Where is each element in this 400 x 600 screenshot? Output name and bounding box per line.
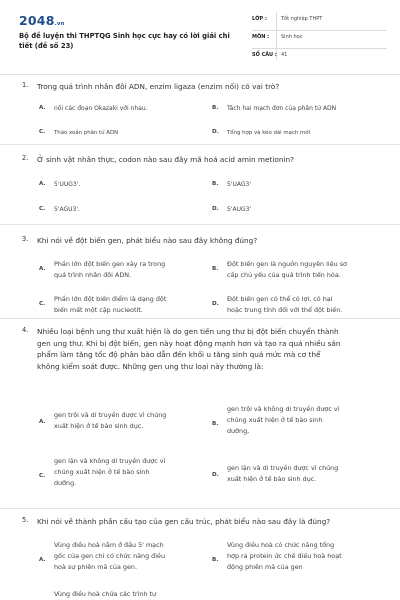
question-text: Trong quá trình nhân đôi ADN, enzim ligaza (enzim nối) có vai trò? (37, 82, 280, 91)
meta-value: 41 (281, 52, 288, 58)
option-text: Tổng hợp và kéo dài mạch mới (227, 130, 311, 136)
option-letter: A. (39, 419, 46, 425)
question-line: phẩm làm tăng tốc độ phân bào dẫn đến khối u tăng sinh quá mức mà cơ thể (37, 350, 321, 359)
question-text: Khi nói về thành phần cấu tạo của gen cấu trúc, phát biểu nào sau đây là đúng? (37, 517, 331, 526)
option-line: gen trội và di truyền được vì chúng (54, 411, 167, 419)
option-text (54, 540, 209, 573)
option-text (54, 589, 209, 600)
logo-main: 2048 (19, 13, 55, 28)
option-line: Vùng điều hoà chứa các trình tự (54, 590, 157, 598)
question-divider (0, 224, 400, 225)
option-line: quá trình nhân đôi ADN. (54, 271, 132, 279)
option-letter: A. (39, 557, 46, 563)
option-letter: C. (39, 473, 46, 479)
option-text (54, 410, 204, 432)
exam-meta (252, 13, 387, 66)
option-line: dưỡng. (54, 479, 77, 487)
option-line: biến mất một cặp nucleotit. (54, 306, 143, 314)
meta-value: Sinh học (281, 34, 303, 40)
question-text (37, 326, 382, 372)
option-text (227, 404, 397, 437)
option-text: 5'UAG3' (227, 181, 251, 188)
option-letter: D. (212, 301, 219, 307)
option-line: dưỡng, (227, 427, 250, 435)
option-line: Đột biến gen là nguồn nguyên liệu sơ (227, 260, 347, 268)
option-line: xuất hiện ở tế bào sinh dục. (54, 422, 144, 430)
question-line: gen ung thư. Khi bị đột biến, gen này hoạt động mạnh hơn và tạo ra quá nhiều sản (37, 338, 341, 348)
meta-label: SỐ CÂU : (252, 52, 277, 58)
option-text: Tháo xoắn phân tử ADN (54, 130, 119, 136)
option-text (227, 259, 397, 281)
meta-label: MÔN : (252, 34, 270, 40)
question-text: Khi nói về đột biến gen, phát biểu nào sau đây không đúng? (37, 236, 258, 245)
option-line: hợp ra protein ức chế điều hoà hoạt (227, 552, 342, 560)
option-text (227, 463, 397, 485)
header-rule (0, 74, 400, 75)
option-letter: A. (39, 105, 46, 111)
question-line: Nhiều loại bệnh ung thư xuất hiện là do gen tiền ung thư bị đột biến chuyển thành (37, 327, 339, 336)
meta-row-count (252, 49, 387, 66)
option-text: nối các đoạn Okazaki với nhau. (54, 105, 148, 112)
option-line: chúng xuất hiện ở tế bào sinh (54, 468, 150, 476)
option-line: Vùng điều hoà nằm ở đầu 5' mạch (54, 541, 164, 549)
site-logo[interactable] (19, 13, 65, 28)
option-letter: B. (212, 557, 219, 563)
exam-header (0, 0, 400, 66)
option-text (227, 294, 397, 316)
option-letter: C. (39, 129, 46, 135)
option-letter: D. (212, 129, 219, 135)
option-letter: B. (212, 421, 219, 427)
question-divider (0, 144, 400, 145)
exam-title: Bộ đề luyện thi THPTQG Sinh học cực hay có lời giải chi tiết (đề số 23) (19, 32, 230, 50)
option-line: gen lặn và di truyền được vì chúng (227, 464, 339, 472)
option-text (227, 540, 397, 573)
option-line: gen trội và không di truyền được vì (227, 405, 340, 413)
option-line: xuất hiện ở tế bào sinh dục. (227, 475, 317, 483)
option-text: 5'AGU3'. (54, 206, 80, 213)
option-line: hoặc trung tính đối với thể đột biến. (227, 306, 343, 314)
option-line: chúng xuất hiện ở tế bào sinh (227, 416, 323, 424)
option-line: Phần lớn đột biến điểm là dạng đột (54, 295, 167, 303)
option-letter: A. (39, 181, 46, 187)
option-line: Đột biến gen có thể có lợi, có hại (227, 295, 333, 303)
question-number: 1. (22, 81, 29, 89)
meta-row-subject (252, 31, 387, 49)
question-number: 4. (22, 326, 29, 334)
question-divider (0, 508, 400, 509)
option-letter: D. (212, 472, 219, 478)
option-line: gốc của gen chỉ có chức năng điều (54, 552, 165, 560)
option-text (54, 259, 204, 281)
meta-label: LỚP : (252, 16, 267, 22)
option-letter: A. (39, 266, 46, 272)
option-text (54, 456, 204, 489)
question-line: không kiểm soát được. Những gen ung thư loại này thường là: (37, 361, 264, 371)
option-line: hoà sự phiên mã của gen. (54, 563, 137, 571)
question-number: 5. (22, 516, 29, 524)
logo-suffix: .vn (54, 21, 65, 27)
option-line: Phần lớn đột biến gen xảy ra trong (54, 260, 166, 268)
option-line: Vùng điều hoà có chức năng tổng (227, 541, 335, 549)
meta-row-class (252, 13, 387, 31)
option-text: 5'AUG3' (227, 206, 252, 213)
option-line: gen lặn và không di truyền được vì (54, 457, 166, 465)
question-divider (0, 318, 400, 319)
option-line: cấp chủ yếu của quá trình tiến hóa. (227, 271, 341, 279)
option-letter: B. (212, 266, 219, 272)
option-text (54, 294, 204, 316)
option-letter: B. (212, 105, 219, 111)
meta-value: Tốt nghiệp THPT (281, 16, 323, 22)
question-text: Ở sinh vật nhân thực, codon nào sau đây mã hoá acid amin metionin? (37, 155, 295, 164)
option-line: động phiên mã của gen (227, 563, 303, 571)
option-letter: B. (212, 181, 219, 187)
option-letter: C. (39, 301, 46, 307)
question-number: 3. (22, 235, 29, 243)
option-text: Tách hai mạch đơn của phân tử ADN (227, 105, 337, 112)
option-letter: C. (39, 206, 46, 212)
option-text: 5'UUG3'. (54, 181, 81, 188)
question-number: 2. (22, 154, 29, 162)
option-letter: D. (212, 206, 219, 212)
